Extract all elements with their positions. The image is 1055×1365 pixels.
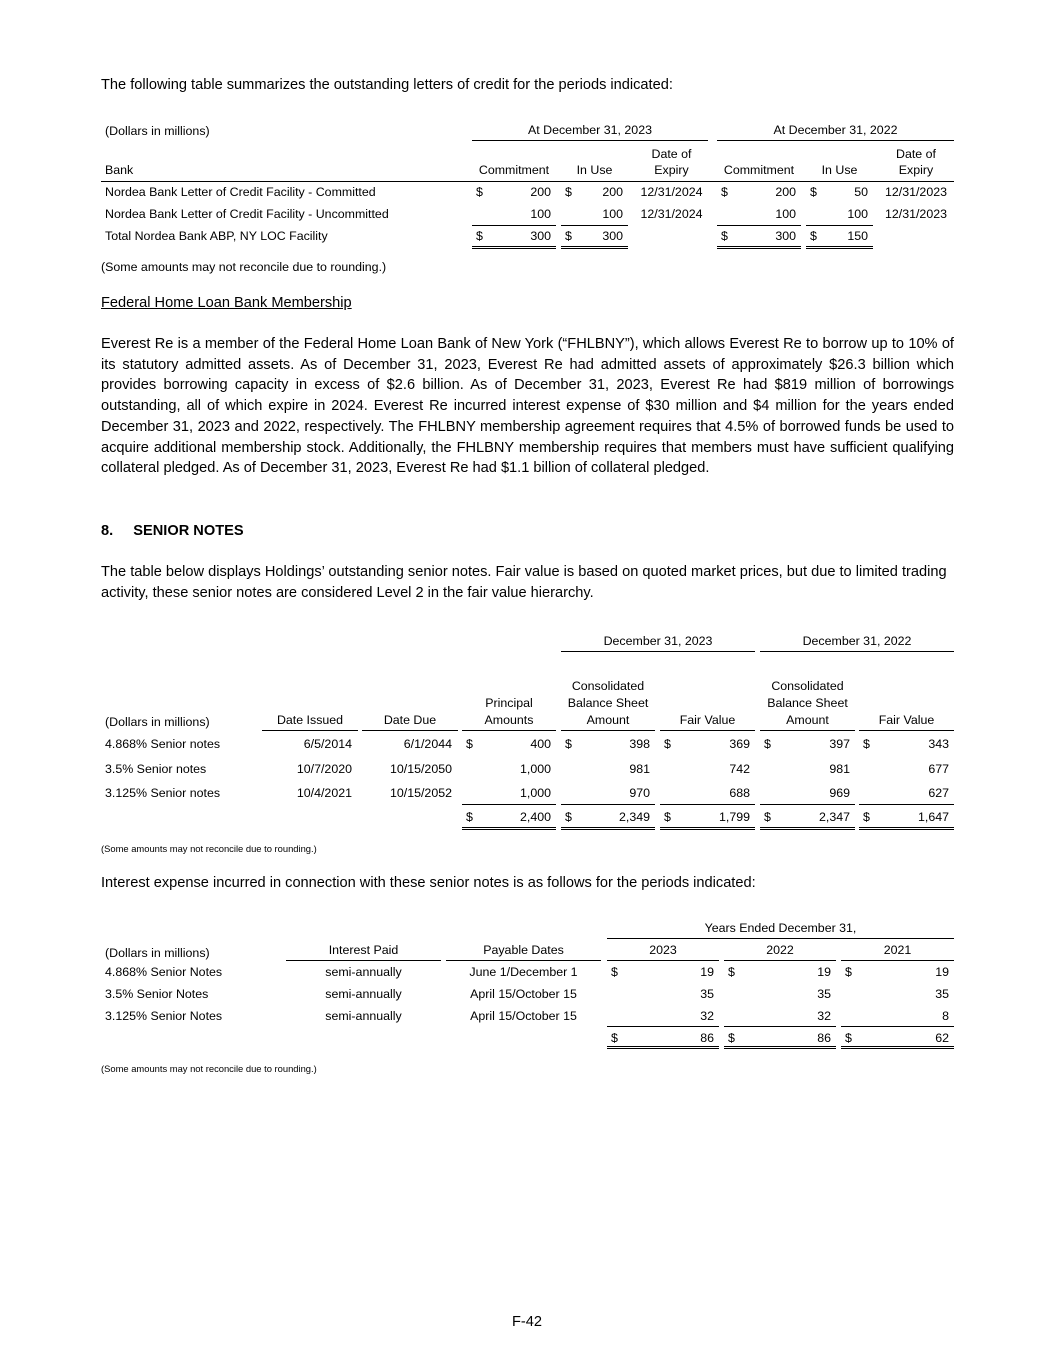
loc-header-rule bbox=[101, 181, 954, 182]
interest-col-2022: 2022 bbox=[766, 943, 794, 957]
interest-total-2022: 86 bbox=[817, 1031, 831, 1045]
loc-subtotal-rule bbox=[717, 225, 801, 226]
loc-row-bank: Nordea Bank Letter of Credit Facility - Committed bbox=[105, 185, 376, 199]
interest-total-2023: 86 bbox=[700, 1031, 714, 1045]
interest-units-label: (Dollars in millions) bbox=[105, 946, 210, 960]
loc-row-dollar: $ bbox=[565, 185, 572, 199]
loc-intro-text: The following table summarizes the outstanding letters of credit for the periods indicated: bbox=[101, 77, 673, 93]
notes-col-cbs-2022: Consolidated bbox=[771, 679, 844, 693]
loc-period-2022: At December 31, 2022 bbox=[773, 123, 898, 137]
notes-row-issued: 10/4/2021 bbox=[296, 786, 352, 800]
notes-row-cbs-2022: 397 bbox=[829, 737, 850, 751]
interest-row-2021: 35 bbox=[935, 987, 949, 1001]
notes-total-double-rule bbox=[660, 827, 755, 830]
notes-header-rule bbox=[561, 730, 655, 731]
loc-row-expiry-2023: 12/31/2024 bbox=[640, 207, 703, 221]
section-number: 8. bbox=[101, 523, 114, 539]
interest-row-dates: April 15/October 15 bbox=[470, 987, 577, 1001]
notes-period-2022: December 31, 2022 bbox=[802, 634, 912, 648]
loc-row-expiry-2023: 12/31/2024 bbox=[640, 185, 703, 199]
notes-row-cbs-2022: 969 bbox=[829, 786, 850, 800]
loc-col-bank: Bank bbox=[105, 163, 134, 177]
notes-col-cbs-2023: Amount bbox=[586, 713, 630, 727]
loc-subtotal-rule bbox=[806, 225, 873, 226]
notes-total-dollar: $ bbox=[863, 810, 870, 824]
notes-total-principal: 2,400 bbox=[519, 810, 551, 824]
interest-total-2021: 62 bbox=[935, 1031, 949, 1045]
loc-row-commitment-2023: 300 bbox=[530, 229, 551, 243]
loc-row-dollar: $ bbox=[810, 229, 817, 243]
notes-total-fv-2023: 1,799 bbox=[718, 810, 750, 824]
loc-row-commitment-2023: 200 bbox=[530, 185, 551, 199]
interest-row-dollar: $ bbox=[728, 965, 735, 979]
interest-col-payable: Payable Dates bbox=[483, 943, 564, 957]
loc-subtotal-rule bbox=[561, 225, 628, 226]
loc-row-expiry-2022: 12/31/2023 bbox=[884, 207, 947, 221]
loc-total-double-rule bbox=[806, 246, 873, 249]
notes-row-dollar: $ bbox=[466, 737, 473, 751]
notes-subtotal-rule bbox=[760, 804, 855, 805]
loc-total-double-rule bbox=[717, 246, 801, 249]
notes-row-due: 10/15/2050 bbox=[389, 762, 452, 776]
notes-row-fv-2022: 627 bbox=[928, 786, 949, 800]
loc-col-commitment-2022: Commitment bbox=[723, 163, 795, 177]
notes-header-rule bbox=[760, 730, 855, 731]
notes-total-fv-2022: 1,647 bbox=[917, 810, 949, 824]
notes-row-due: 6/1/2044 bbox=[403, 737, 452, 751]
notes-row-due: 10/15/2052 bbox=[389, 786, 452, 800]
notes-row-principal: 1,000 bbox=[519, 762, 551, 776]
interest-row-name: 3.125% Senior Notes bbox=[105, 1009, 223, 1023]
interest-header-rule bbox=[607, 960, 719, 961]
notes-col-fair-value-2022: Fair Value bbox=[878, 713, 935, 727]
section-title: SENIOR NOTES bbox=[133, 523, 244, 539]
notes-total-dollar: $ bbox=[466, 810, 473, 824]
notes-row-dollar: $ bbox=[664, 737, 671, 751]
notes-subtotal-rule bbox=[859, 804, 954, 805]
interest-row-paid: semi-annually bbox=[325, 987, 402, 1001]
notes-total-dollar: $ bbox=[565, 810, 572, 824]
notes-subtotal-rule bbox=[561, 804, 655, 805]
loc-row-bank: Total Nordea Bank ABP, NY LOC Facility bbox=[105, 229, 328, 243]
loc-col-expiry-2023: Expiry bbox=[654, 163, 689, 177]
interest-subtotal-rule bbox=[724, 1026, 836, 1027]
notes-col-fair-value-2023: Fair Value bbox=[679, 713, 736, 727]
notes-row-cbs-2023: 981 bbox=[629, 762, 650, 776]
notes-row-cbs-2022: 981 bbox=[829, 762, 850, 776]
notes-row-fv-2023: 742 bbox=[729, 762, 750, 776]
notes-col-principal: Principal bbox=[485, 696, 533, 710]
notes-total-double-rule bbox=[859, 827, 954, 830]
loc-period-2022-rule bbox=[717, 140, 954, 141]
loc-col-in-use-2023: In Use bbox=[576, 163, 613, 177]
interest-row-dollar: $ bbox=[845, 965, 852, 979]
interest-total-dollar: $ bbox=[845, 1031, 852, 1045]
page-number: F-42 bbox=[511, 1314, 542, 1330]
notes-total-double-rule bbox=[462, 827, 556, 830]
notes-total-cbs-2022: 2,347 bbox=[818, 810, 850, 824]
interest-col-2021: 2021 bbox=[883, 943, 912, 957]
interest-row-paid: semi-annually bbox=[325, 1009, 402, 1023]
interest-row-dates: June 1/December 1 bbox=[469, 965, 578, 979]
notes-period-rule bbox=[561, 651, 755, 652]
notes-header-rule bbox=[462, 730, 556, 731]
notes-col-cbs-2022: Amount bbox=[786, 713, 829, 727]
notes-col-cbs-2023: Balance Sheet bbox=[567, 696, 649, 710]
notes-row-principal: 400 bbox=[530, 737, 551, 751]
interest-row-2022: 32 bbox=[817, 1009, 831, 1023]
loc-row-expiry-2022: 12/31/2023 bbox=[884, 185, 947, 199]
notes-row-fv-2022: 343 bbox=[928, 737, 949, 751]
notes-row-cbs-2023: 970 bbox=[629, 786, 650, 800]
loc-row-commitment-2023: 100 bbox=[530, 207, 551, 221]
interest-total-double-rule bbox=[607, 1046, 719, 1049]
loc-row-commitment-2022: 300 bbox=[775, 229, 796, 243]
loc-row-bank: Nordea Bank Letter of Credit Facility - Uncommitted bbox=[105, 207, 389, 221]
loc-row-in-use-2023: 100 bbox=[602, 207, 623, 221]
notes-row-principal: 1,000 bbox=[519, 786, 551, 800]
loc-row-in-use-2022: 50 bbox=[854, 185, 868, 199]
interest-years-rule bbox=[607, 938, 954, 939]
notes-subtotal-rule bbox=[660, 804, 755, 805]
notes-col-principal: Amounts bbox=[484, 713, 534, 727]
interest-row-2021: 19 bbox=[935, 965, 949, 979]
notes-rounding-note: (Some amounts may not reconcile due to rounding.) bbox=[101, 843, 317, 854]
notes-col-date-issued: Date Issued bbox=[276, 713, 344, 727]
loc-col-date-of-2023: Date of bbox=[651, 147, 692, 161]
fhlb-heading: Federal Home Loan Bank Membership bbox=[101, 295, 352, 311]
interest-rounding-note: (Some amounts may not reconcile due to rounding.) bbox=[101, 1063, 317, 1074]
notes-row-issued: 6/5/2014 bbox=[303, 737, 352, 751]
interest-subtotal-rule bbox=[841, 1026, 954, 1027]
notes-period-2023: December 31, 2023 bbox=[603, 634, 713, 648]
loc-row-in-use-2023: 200 bbox=[602, 185, 623, 199]
interest-row-2022: 35 bbox=[817, 987, 831, 1001]
interest-row-name: 4.868% Senior Notes bbox=[105, 965, 223, 979]
notes-period-rule bbox=[760, 651, 954, 652]
interest-total-dollar: $ bbox=[611, 1031, 618, 1045]
notes-row-fv-2023: 688 bbox=[729, 786, 750, 800]
notes-row-fv-2023: 369 bbox=[729, 737, 750, 751]
loc-row-dollar: $ bbox=[721, 185, 728, 199]
loc-row-dollar: $ bbox=[476, 229, 483, 243]
notes-col-date-due: Date Due bbox=[383, 713, 437, 727]
notes-row-name: 3.5% Senior notes bbox=[105, 762, 207, 776]
interest-row-paid: semi-annually bbox=[325, 965, 402, 979]
interest-row-2023: 19 bbox=[700, 965, 714, 979]
interest-header-rule bbox=[724, 960, 836, 961]
notes-row-cbs-2023: 398 bbox=[629, 737, 650, 751]
interest-total-dollar: $ bbox=[728, 1031, 735, 1045]
loc-col-date-of-2022: Date of bbox=[896, 147, 936, 161]
interest-row-2021: 8 bbox=[942, 1009, 949, 1023]
notes-col-cbs-2023: Consolidated bbox=[571, 679, 645, 693]
loc-row-dollar: $ bbox=[476, 185, 483, 199]
senior-notes-heading bbox=[101, 521, 244, 542]
notes-total-double-rule bbox=[561, 827, 655, 830]
fhlb-paragraph: Everest Re is a member of the Federal Home Loan Bank of New York (“FHLBNY”), which allows Everest Re to borrow up to 10% of its statutory admitted assets. As of December 31, 2023, Everest Re had admitted assets of approximately $26.3 billion which provides borrowing capacity in excess of $2.6 billion. As of December 31, 2023, Everest Re had $819 million of borrowings outstanding, all of which expire in 2024. Everest Re incurred interest expense of $30 million and $4 million for the years ended December 31, 2023 and 2022, respectively. The FHLBNY membership agreement requires that 4.5% of borrowed funds be used to acquire additional membership stock. Additionally, the FHLBNY membership requires that members must have sufficient qualifying collateral pledged. As of December 31, 2023, Everest Re had $1.1 billion of collateral pledged. bbox=[101, 336, 954, 477]
notes-col-cbs-2022: Balance Sheet bbox=[767, 696, 848, 710]
interest-header-rule bbox=[286, 960, 441, 961]
interest-header-rule bbox=[446, 960, 601, 961]
loc-row-in-use-2022: 150 bbox=[847, 229, 868, 243]
notes-header-rule bbox=[859, 730, 954, 731]
loc-rounding-note: (Some amounts may not reconcile due to rounding.) bbox=[101, 260, 387, 274]
notes-total-double-rule bbox=[760, 827, 855, 830]
notes-total-dollar: $ bbox=[764, 810, 771, 824]
notes-row-dollar: $ bbox=[565, 737, 572, 751]
interest-row-name: 3.5% Senior Notes bbox=[105, 987, 209, 1001]
loc-row-commitment-2022: 200 bbox=[775, 185, 796, 199]
notes-header-rule bbox=[362, 730, 458, 731]
notes-row-dollar: $ bbox=[764, 737, 771, 751]
notes-subtotal-rule bbox=[462, 804, 556, 805]
interest-row-2022: 19 bbox=[817, 965, 831, 979]
notes-total-dollar: $ bbox=[664, 810, 671, 824]
loc-row-dollar: $ bbox=[810, 185, 817, 199]
loc-period-2023-rule bbox=[472, 140, 708, 141]
interest-col-2023: 2023 bbox=[649, 943, 677, 957]
loc-col-commitment-2023: Commitment bbox=[478, 163, 550, 177]
loc-col-expiry-2022: Expiry bbox=[898, 163, 934, 177]
loc-total-double-rule bbox=[561, 246, 628, 249]
senior-notes-paragraph: The table below displays Holdings’ outstanding senior notes. Fair value is based on quoted market prices, but due to limited trading activity, these senior notes are considered Level 2 in the fair value hierarchy. bbox=[101, 564, 947, 601]
interest-header-rule bbox=[841, 960, 954, 961]
interest-total-double-rule bbox=[724, 1046, 836, 1049]
notes-row-name: 4.868% Senior notes bbox=[105, 737, 221, 751]
loc-row-dollar: $ bbox=[721, 229, 728, 243]
interest-years-header: Years Ended December 31, bbox=[704, 921, 857, 935]
interest-subtotal-rule bbox=[607, 1026, 719, 1027]
loc-row-dollar: $ bbox=[565, 229, 572, 243]
interest-total-double-rule bbox=[841, 1046, 954, 1049]
notes-header-rule bbox=[660, 730, 755, 731]
loc-period-2023: At December 31, 2023 bbox=[528, 123, 652, 137]
loc-subtotal-rule bbox=[472, 225, 556, 226]
loc-total-double-rule bbox=[472, 246, 556, 249]
interest-row-2023: 35 bbox=[700, 987, 714, 1001]
loc-row-in-use-2023: 300 bbox=[602, 229, 623, 243]
notes-row-dollar: $ bbox=[863, 737, 870, 751]
loc-row-in-use-2022: 100 bbox=[847, 207, 868, 221]
interest-intro-text: Interest expense incurred in connection with these senior notes is as follows for the periods indicated: bbox=[101, 875, 756, 891]
notes-row-fv-2022: 677 bbox=[928, 762, 949, 776]
notes-total-cbs-2023: 2,349 bbox=[618, 810, 650, 824]
interest-col-paid: Interest Paid bbox=[328, 943, 399, 957]
notes-units-label: (Dollars in millions) bbox=[105, 715, 210, 729]
notes-header-rule bbox=[262, 730, 358, 731]
loc-row-commitment-2022: 100 bbox=[775, 207, 796, 221]
notes-row-name: 3.125% Senior notes bbox=[105, 786, 221, 800]
interest-row-dollar: $ bbox=[611, 965, 618, 979]
notes-row-issued: 10/7/2020 bbox=[296, 762, 352, 776]
loc-col-in-use-2022: In Use bbox=[821, 163, 858, 177]
interest-row-2023: 32 bbox=[700, 1009, 714, 1023]
interest-row-dates: April 15/October 15 bbox=[470, 1009, 577, 1023]
loc-units-label: (Dollars in millions) bbox=[105, 124, 210, 138]
